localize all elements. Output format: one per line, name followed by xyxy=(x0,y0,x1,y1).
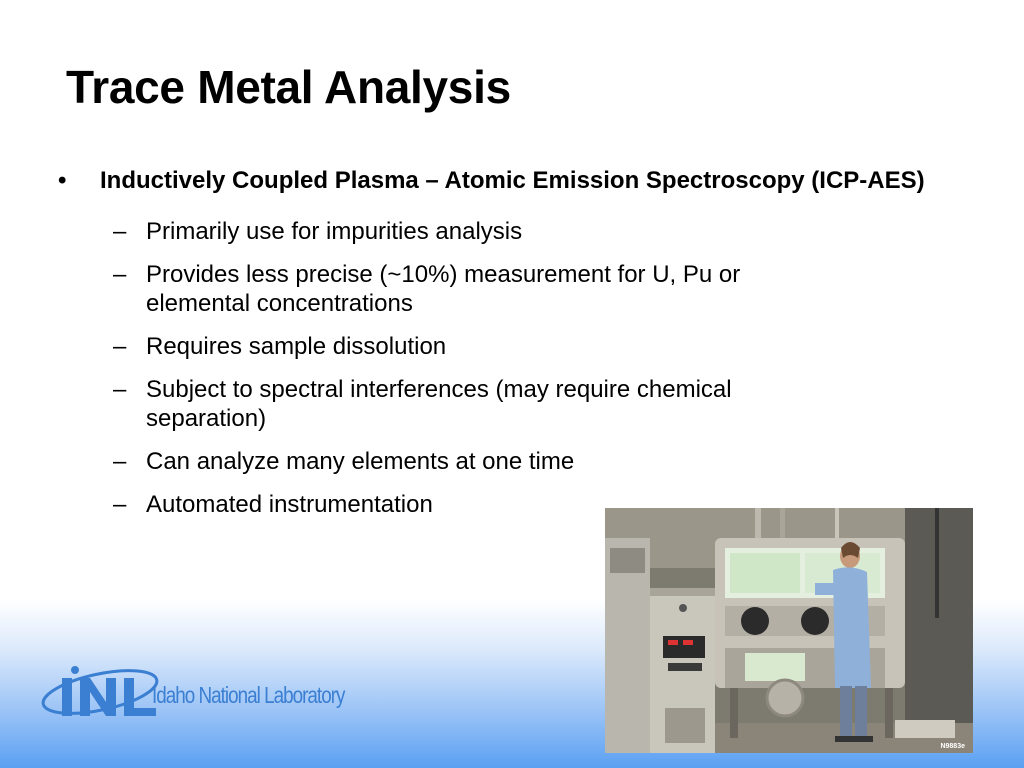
sub-bullet-marker: – xyxy=(113,376,127,403)
sub-bullet-text: Requires sample dissolution xyxy=(146,333,447,360)
sub-bullet-text: Automated instrumentation xyxy=(146,491,433,518)
sub-bullet-text: Provides less precise (~10%) measurement for U, Pu or elemental concentrations xyxy=(146,261,741,317)
sub-bullet-text: Can analyze many elements at one time xyxy=(146,448,575,475)
sub-bullet-marker: – xyxy=(113,261,127,288)
sub-bullet-text: Primarily use for impurities analysis xyxy=(146,218,523,245)
sub-bullet-item xyxy=(58,332,846,361)
bullet-text: Inductively Coupled Plasma – Atomic Emission Spectroscopy (ICP-AES) xyxy=(100,167,925,194)
bullet-item xyxy=(58,166,958,195)
sub-bullet-marker: – xyxy=(113,491,127,518)
inl-logo xyxy=(40,660,360,730)
bullet-list xyxy=(58,166,958,519)
lab-photo xyxy=(605,508,973,753)
sub-bullet-marker: – xyxy=(113,448,127,475)
sub-bullet-marker: – xyxy=(113,218,127,245)
sub-bullet-text: Subject to spectral interferences (may require chemical separation) xyxy=(146,376,732,432)
sub-bullet-marker: – xyxy=(113,333,127,360)
sub-bullet-item xyxy=(58,217,846,246)
sub-bullet-item xyxy=(58,447,846,476)
slide-title: Trace Metal Analysis xyxy=(66,61,511,113)
sub-bullet-item xyxy=(58,260,846,318)
bullet-marker: • xyxy=(58,167,67,194)
logo-text: Idaho National Laboratory xyxy=(152,682,345,708)
sub-bullet-item xyxy=(58,375,846,433)
photo-caption: N9883e xyxy=(940,743,965,750)
